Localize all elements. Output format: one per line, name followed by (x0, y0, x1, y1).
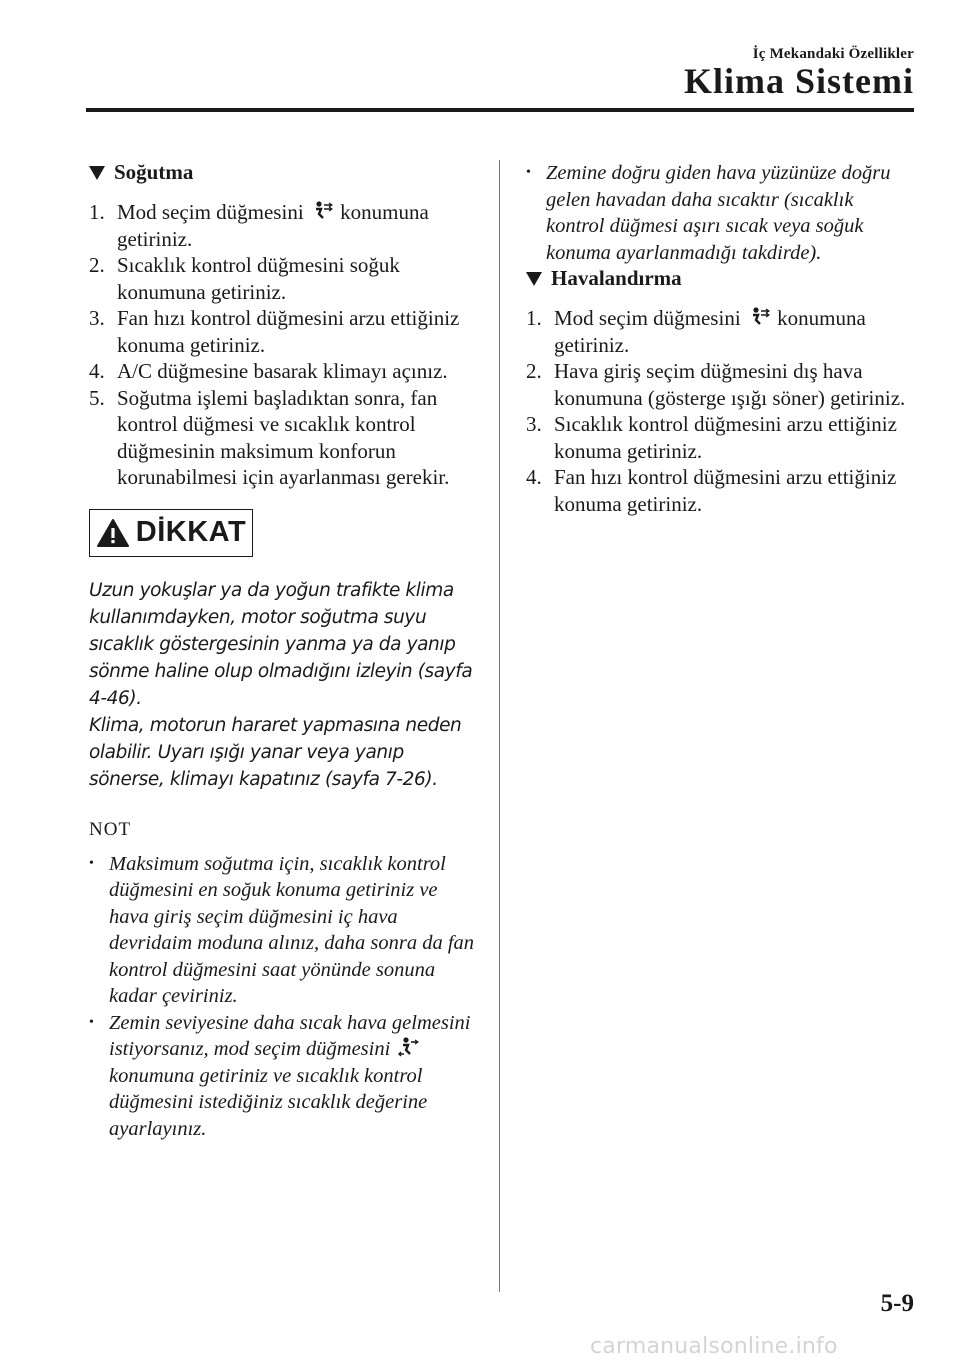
chapter-title: Klima Sistemi (684, 61, 914, 101)
cooling-step-5: 5. Soğutma işlemi başladıktan sonra, fan kontrol düğmesi ve sıcaklık kontrol düğmesinin maksimum konforun korunabilmesi için ayarlanması gerekir. (89, 385, 450, 489)
note-list-continued (526, 160, 916, 266)
cooling-heading-text: Soğutma (114, 160, 194, 184)
warning-triangle-icon (96, 518, 130, 548)
ventilation-steps (526, 305, 916, 517)
bullet-icon: • (89, 855, 94, 871)
ventilation-step-3: 3. Sıcaklık kontrol düğmesini arzu ettiğiniz konuma getiriniz. (526, 412, 897, 463)
note-list (89, 851, 481, 1143)
section-marker-icon (526, 272, 542, 286)
vent-mode-icon (748, 307, 770, 327)
left-column (89, 160, 481, 1142)
bi-level-mode-icon (397, 1037, 419, 1057)
caution-paragraph-2: Klima, motorun hararet yapmasına neden olabilir. Uyarı ışığı yanar veya yanıp sönerse, klimayı kapatınız (sayfa 7-26). (89, 714, 462, 790)
right-column (526, 160, 916, 517)
caution-text (89, 577, 481, 793)
ventilation-heading (526, 266, 916, 291)
ventilation-step-4: 4. Fan hızı kontrol düğmesini arzu ettiğiniz konuma getiriniz. (526, 465, 897, 516)
column-divider (499, 160, 500, 1292)
ventilation-heading-text: Havalandırma (551, 266, 682, 290)
ventilation-step-1: 1. Mod seçim düğmesini konumuna getiriniz. (526, 306, 866, 357)
note-item: • Zemin seviyesine daha sıcak hava gelmesini istiyorsanız, mod seçim düğmesini konumuna getiriniz ve sıcaklık kontrol düğmesini istediğiniz sıcaklık değerine ayarlayınız. (89, 1010, 481, 1143)
section-label: İç Mekandaki Özellikler (752, 46, 914, 62)
cooling-step-1: 1. Mod seçim düğmesini konumuna getiriniz. (89, 200, 429, 251)
bullet-icon: • (89, 1014, 94, 1030)
cooling-step-2: 2. Sıcaklık kontrol düğmesini soğuk konumuna getiriniz. (89, 253, 400, 304)
section-marker-icon (89, 166, 105, 180)
caution-paragraph-1: Uzun yokuşlar ya da yoğun trafikte klima kullanımdayken, motor soğutma suyu sıcaklık göstergesinin yanma ya da yanıp sönme haline olup olmadığını izleyin (sayfa 4-46). (89, 579, 473, 709)
note-heading: NOT (89, 818, 132, 840)
bullet-icon: • (526, 165, 531, 180)
watermark: carmanualsonline.info (590, 1334, 838, 1359)
note-item: • Zemine doğru giden hava yüzünüze doğru gelen havadan daha sıcaktır (sıcaklık kontrol düğmesi aşırı sıcak veya soğuk konuma ayarlanmadığı takdirde). (526, 160, 916, 266)
header-rule (86, 108, 914, 112)
page-number: 5-9 (880, 1290, 914, 1317)
caution-banner (89, 509, 253, 557)
ventilation-step-2: 2. Hava giriş seçim düğmesini dış hava konumuna (gösterge ışığı söner) getiriniz. (526, 359, 906, 410)
cooling-step-4: 4. A/C düğmesine basarak klimayı açınız. (89, 359, 448, 383)
vent-mode-icon (311, 201, 333, 221)
cooling-step-3: 3. Fan hızı kontrol düğmesini arzu ettiğiniz konuma getiriniz. (89, 306, 460, 357)
caution-label: DİKKAT (135, 516, 247, 548)
cooling-heading (89, 160, 481, 185)
note-item: • Maksimum soğutma için, sıcaklık kontrol düğmesini en soğuk konuma getiriniz ve hava giriş seçim düğmesini iç hava devridaim moduna alınız, daha sonra da fan kontrol düğmesini saat yönünde sonuna kadar çeviriniz. (89, 851, 481, 1010)
cooling-steps (89, 199, 481, 491)
